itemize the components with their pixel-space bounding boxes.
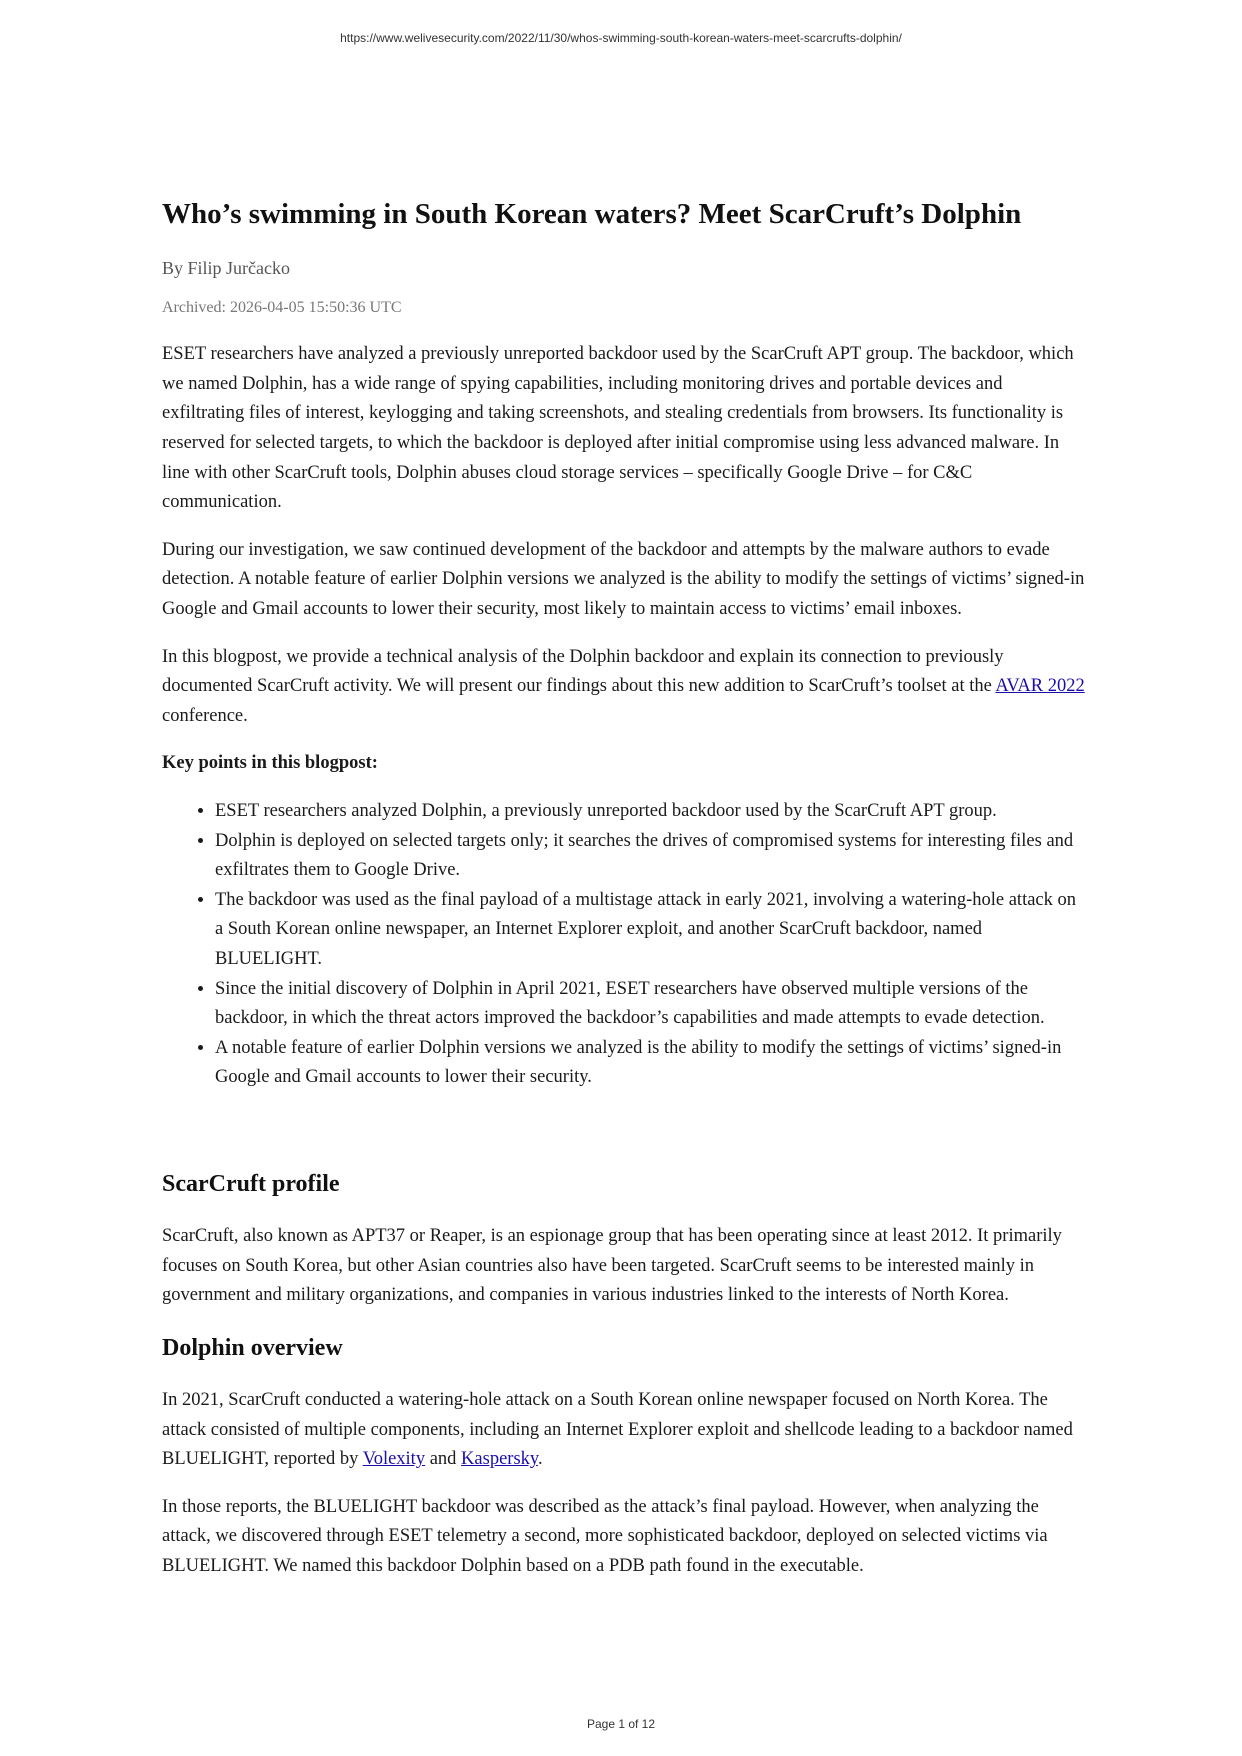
page-url-header: https://www.welivesecurity.com/2022/11/30/whos-swimming-south-korean-waters-meet-scarcrufts-dolphin/ xyxy=(340,31,902,45)
blogpost-text: In this blogpost, we provide a technical analysis of the Dolphin backdoor and explain its connection to previously documented ScarCruft activity. We will present our findings about this new addition to ScarCruft’s toolset at the xyxy=(162,646,1004,697)
overview-paragraph-2: In those reports, the BLUELIGHT backdoor was described as the attack’s final payload. However, when analyzing the attack, we discovered through ESET telemetry a second, more sophisticated backdoor, deployed on selected victims via BLUELIGHT. We named this backdoor Dolphin based on a PDB path found in the executable. xyxy=(162,1496,1048,1577)
list-item: • ESET researchers analyzed Dolphin, a previously unreported backdoor used by the ScarCruft APT group. xyxy=(215,797,1087,827)
scarcruft-profile-paragraph: ScarCruft, also known as APT37 or Reaper, is an espionage group that has been operating since at least 2012. It primarily focuses on South Korea, but other Asian countries also have been targeted. ScarCruft seems to be interested mainly in government and military organizations, and companies in various industries linked to the interests of North Korea. xyxy=(162,1226,1062,1306)
page-number: Page 1 of 12 xyxy=(586,1717,656,1731)
article-title: Who’s swimming in South Korean waters? Meet ScarCruft’s Dolphin xyxy=(162,198,1022,230)
archived-timestamp: Archived: 2026-04-05 15:50:36 UTC xyxy=(162,298,402,316)
avar-2022-link[interactable]: AVAR 2022 xyxy=(995,676,1085,697)
article-content xyxy=(162,196,1087,1600)
kaspersky-link[interactable]: Kaspersky xyxy=(461,1449,538,1470)
key-points-heading: Key points in this blogpost: xyxy=(162,753,378,774)
overview-paragraph-1 xyxy=(162,1386,1087,1475)
overview-text-and: and xyxy=(425,1449,462,1470)
scarcruft-profile-heading: ScarCruft profile xyxy=(162,1170,340,1197)
blogpost-paragraph xyxy=(162,643,1087,732)
volexity-link[interactable]: Volexity xyxy=(362,1449,426,1470)
list-item: • The backdoor was used as the final payload of a multistage attack in early 2021, involving a watering-hole attack on a South Korean online newspaper, an Internet Explorer exploit, and another ScarCruft backdoor, named BLUELIGHT. xyxy=(215,886,1087,975)
blogpost-text-end: conference. xyxy=(162,705,248,726)
list-item: • Dolphin is deployed on selected targets only; it searches the drives of compromised systems for interesting files and exfiltrates them to Google Drive. xyxy=(215,827,1087,886)
key-points-list xyxy=(162,797,1087,1093)
article-byline: By Filip Jurčacko xyxy=(162,257,290,278)
list-item: • Since the initial discovery of Dolphin in April 2021, ESET researchers have observed multiple versions of the backdoor, in which the threat actors improved the backdoor’s capabilities and made attempts to evade detection. xyxy=(215,975,1087,1034)
list-item: • A notable feature of earlier Dolphin versions we analyzed is the ability to modify the settings of victims’ signed-in Google and Gmail accounts to lower their security. xyxy=(215,1034,1087,1093)
intro-paragraph-2: During our investigation, we saw continued development of the backdoor and attempts by the malware authors to evade detection. A notable feature of earlier Dolphin versions we analyzed is the ability to modify the settings of victims’ signed-in Google and Gmail accounts to lower their security, most likely to maintain access to victims’ email inboxes. xyxy=(162,539,1085,620)
overview-text: In 2021, ScarCruft conducted a watering-hole attack on a South Korean online newspaper focused on North Korea. The attack consisted of multiple components, including an Internet Explorer exploit and shellcode leading to a backdoor named BLUELIGHT, reported by xyxy=(162,1390,1073,1470)
intro-paragraph-1: ESET researchers have analyzed a previously unreported backdoor used by the ScarCruft APT group. The backdoor, which we named Dolphin, has a wide range of spying capabilities, including monitoring drives and portable devices and exfiltrating files of interest, keylogging and taking screenshots, and stealing credentials from browsers. Its functionality is reserved for selected targets, to which the backdoor is deployed after initial compromise using less advanced malware. In line with other ScarCruft tools, Dolphin abuses cloud storage services – specifically Google Drive – for C&C communication. xyxy=(162,344,1074,513)
dolphin-overview-heading: Dolphin overview xyxy=(162,1334,343,1361)
overview-text-end: . xyxy=(537,1449,543,1470)
